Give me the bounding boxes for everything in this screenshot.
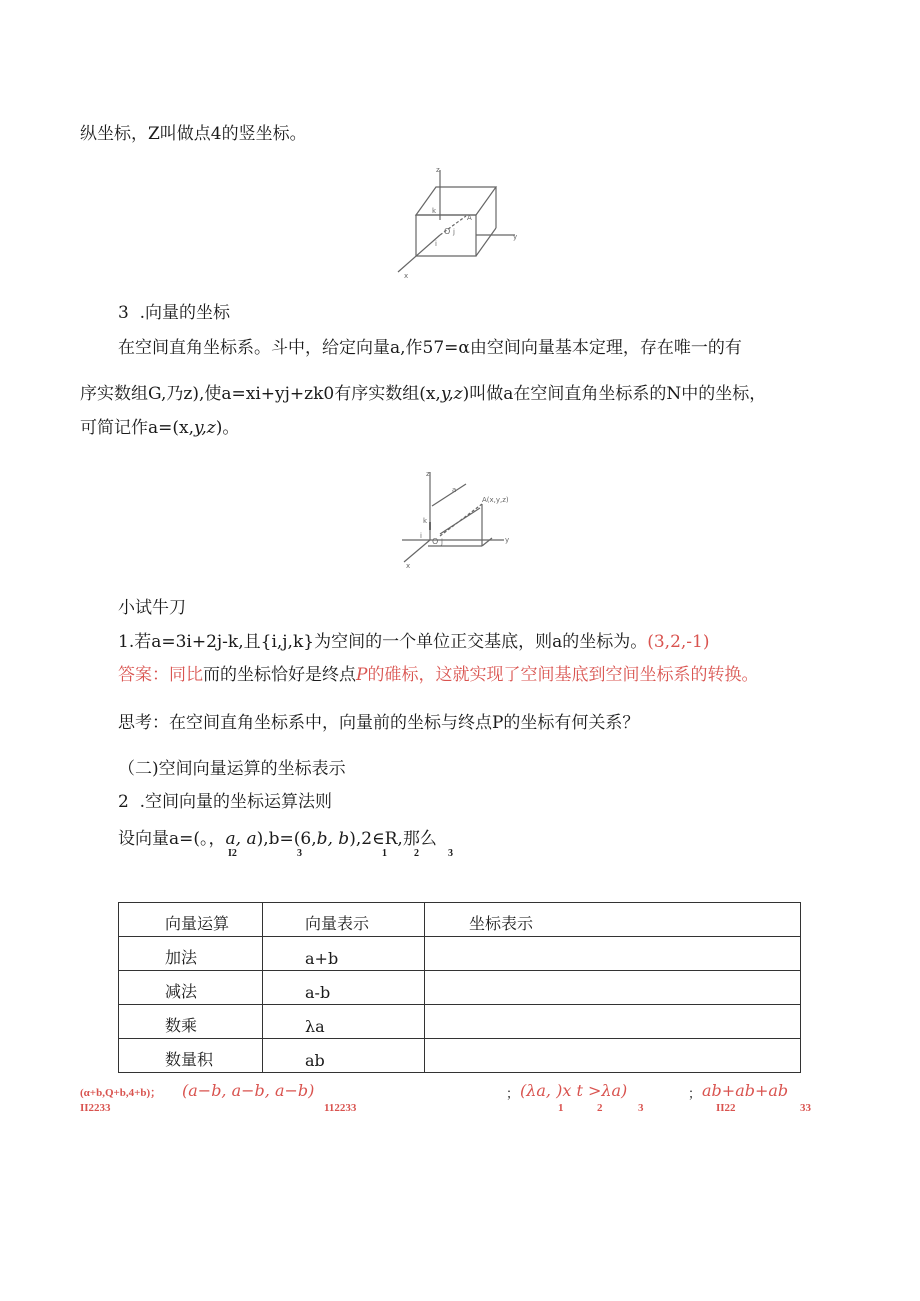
table-cell: 数乘 (119, 1005, 263, 1039)
subscript-label: 112233 (324, 1102, 357, 1114)
fig2-a-label: a (452, 486, 457, 494)
subscript-label: II22 (716, 1102, 736, 1114)
vector-operations-table (118, 902, 801, 1073)
fig1-k-label: k (432, 207, 437, 215)
table-cell: a-b (263, 971, 425, 1005)
subscript-label: 3 (638, 1102, 644, 1114)
subscript-label: 33 (800, 1102, 811, 1114)
answer-explanation: 答案：同比而的坐标恰好是终点P的碓标，这就实现了空间基底到空间坐标系的转换。 (118, 665, 759, 685)
vector-definition: 设向量a=(。，a, a),b=(6,b, b),2∈R,那么 (118, 829, 437, 849)
table-cell: a+b (263, 937, 425, 971)
fig1-j-label: j (453, 228, 455, 236)
subscript-label: 1 (558, 1102, 564, 1114)
table-row (119, 937, 801, 971)
section-3-title: 3 .向量的坐标 (118, 303, 231, 323)
table-cell: 加法 (119, 937, 263, 971)
think-question: 思考：在空间直角坐标系中，向量前的坐标与终点P的坐标有何关系？ (118, 713, 640, 733)
section-2-title: 2 .空间向量的坐标运算法则 (118, 792, 333, 812)
subscript-label: 3 (448, 848, 453, 859)
table-row (119, 1039, 801, 1073)
practice-title: 小试牛刀 (118, 598, 186, 618)
paragraph-line-1: 在空间直角坐标系。斗中，给定向量a,作57=α由空间向量基本定理，存在唯一的有 (118, 338, 742, 358)
fig2-z-label: z (426, 470, 430, 478)
answer-separator: ； (688, 1087, 702, 1102)
table-header-row (119, 903, 801, 937)
subscript-label: 2 (414, 848, 419, 859)
fig2-x-label: x (406, 562, 411, 570)
answer-separator: ； (506, 1087, 520, 1102)
fig1-z-label: z (436, 166, 440, 174)
paragraph-line-2: 序实数组G,乃z),使a=xi+yj+zk0有序实数组(x,y,z)叫做a在空间直角坐标系的N中的坐标， (80, 384, 767, 404)
table-cell (425, 1039, 801, 1073)
fig2-A-label: A(x,y,z) (482, 496, 509, 504)
question-1-answer: (3,2,-1) (647, 632, 710, 652)
fig2-O-label: O (432, 537, 439, 546)
answer-scalar-multiplication: (λa, )x t >λa) (520, 1081, 628, 1100)
fig2-i-label: i (420, 532, 422, 540)
table-cell (425, 937, 801, 971)
fig1-x-label: x (404, 272, 409, 280)
answer-dot-product: ab+ab+ab (702, 1081, 789, 1100)
paragraph-line-3: 可简记作a=(x,y,z)。 (80, 418, 240, 438)
fig1-y-label: y (513, 233, 518, 241)
subscript-label: 1 (382, 848, 387, 859)
table-row (119, 971, 801, 1005)
table-cell: 减法 (119, 971, 263, 1005)
fig2-y-label: y (505, 536, 510, 544)
table-header-cell: 向量表示 (263, 903, 425, 937)
fig1-O-label: O (444, 227, 451, 236)
cube-coordinate-figure (390, 160, 530, 282)
table-header-cell: 向量运算 (119, 903, 263, 937)
section-2-header: （二)空间向量运算的坐标表示 (118, 759, 346, 779)
subscript-label: 3 (297, 848, 302, 859)
vector-coordinate-figure (392, 466, 524, 570)
subscript-label: I2 (228, 848, 237, 859)
answer-subtraction: (a−b, a−b, a−b) (182, 1081, 315, 1100)
table-cell (425, 1005, 801, 1039)
question-1: 1.若a=3i+2j-k,且{i,j,k}为空间的一个单位正交基底，则a的坐标为。(3,2,-1) (118, 632, 710, 652)
table-cell: ab (263, 1039, 425, 1073)
table-cell: 数量积 (119, 1039, 263, 1073)
fig1-A-label: A (467, 214, 472, 222)
fig1-i-label: i (435, 240, 437, 248)
fig2-k-label: k (423, 517, 428, 525)
fig2-j-label: j (441, 538, 443, 546)
table-row (119, 1005, 801, 1039)
answer-addition: (α+b,Q+b,4+b)； (80, 1087, 162, 1099)
text-line-1: 纵坐标，Z叫做点4的竖坐标。 (80, 124, 307, 144)
table-cell: λa (263, 1005, 425, 1039)
table-header-cell: 坐标表示 (425, 903, 801, 937)
subscript-label: II2233 (80, 1102, 111, 1114)
table-cell (425, 971, 801, 1005)
subscript-label: 2 (597, 1102, 603, 1114)
